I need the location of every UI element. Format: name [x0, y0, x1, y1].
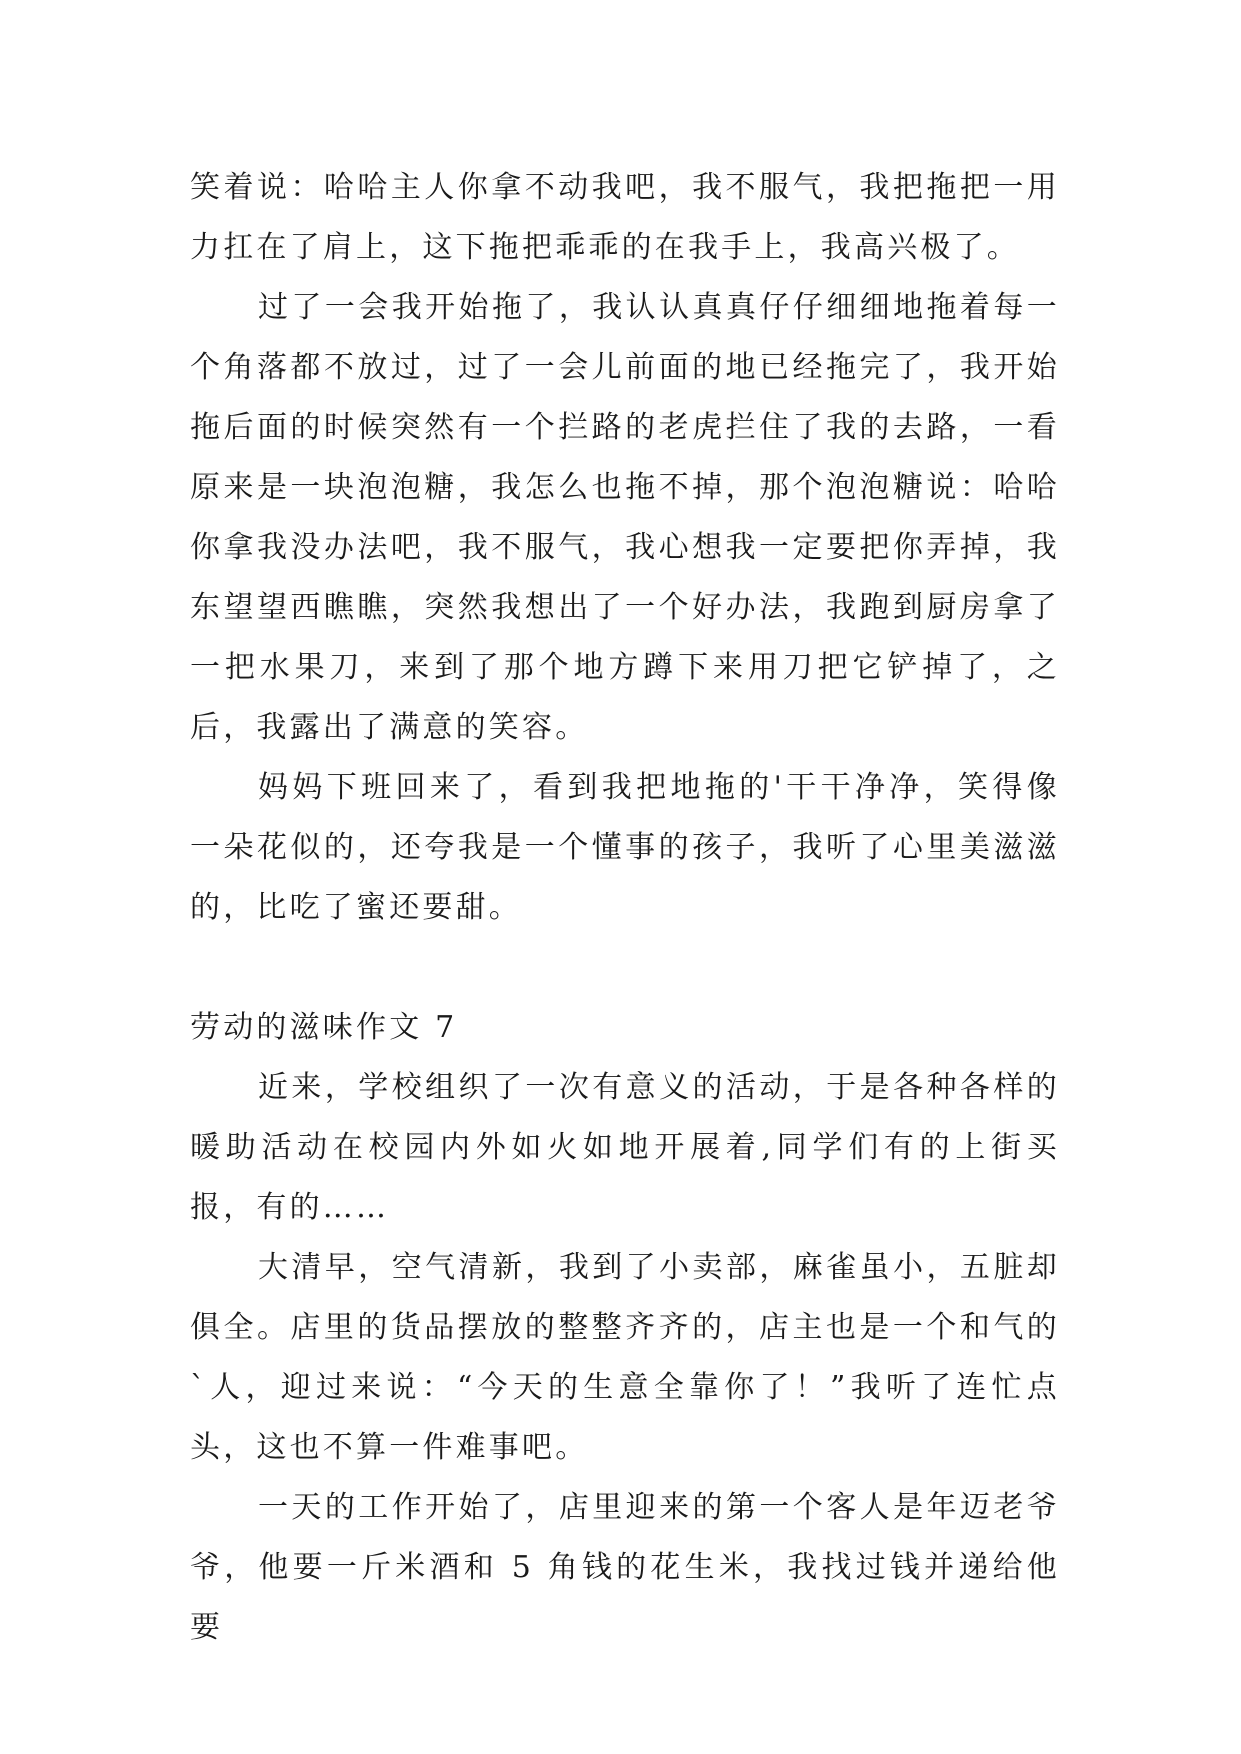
paragraph-first-customer: 一天的工作开始了，店里迎来的第一个客人是年迈老爷爷，他要一斤米酒和 5 角钱的花生米，我找过钱并递给他要 — [190, 1490, 1060, 1645]
section-spacer — [190, 938, 1060, 998]
paragraph-school-activity: 近来，学校组织了一次有意义的活动，于是各种各样的暖助活动在校园内外如火如地开展着,同学们有的上街买报，有的…… — [190, 1070, 1060, 1225]
paragraph-mother-returns: 妈妈下班回来了，看到我把地拖的'干干净净，笑得像一朵花似的，还夸我是一个懂事的孩子，我听了心里美滋滋的，比吃了蜜还要甜。 — [190, 770, 1060, 925]
paragraph-shop-morning: 大清早，空气清新，我到了小卖部，麻雀虽小，五脏却俱全。店里的货品摆放的整整齐齐的，店主也是一个和气的`人，迎过来说：“今天的生意全靠你了！”我听了连忙点头，这也不算一件难事吧。 — [190, 1250, 1060, 1465]
document-body — [190, 158, 1060, 1658]
paragraph-continuation: 笑着说：哈哈主人你拿不动我吧，我不服气，我把拖把一用力扛在了肩上，这下拖把乖乖的在我手上，我高兴极了。 — [190, 170, 1060, 265]
section-title: 劳动的滋味作文 7 — [190, 1010, 458, 1045]
paragraph-mopping: 过了一会我开始拖了，我认认真真仔仔细细地拖着每一个角落都不放过，过了一会儿前面的地已经拖完了，我开始拖后面的时候突然有一个拦路的老虎拦住了我的去路，一看原来是一块泡泡糖，我怎么也拖不掉，那个泡泡糖说：哈哈你拿我没办法吧，我不服气，我心想我一定要把你弄掉，我东望望西瞧瞧，突然我想出了一个好办法，我跑到厨房拿了一把水果刀，来到了那个地方蹲下来用刀把它铲掉了，之后，我露出了满意的笑容。 — [190, 290, 1060, 745]
